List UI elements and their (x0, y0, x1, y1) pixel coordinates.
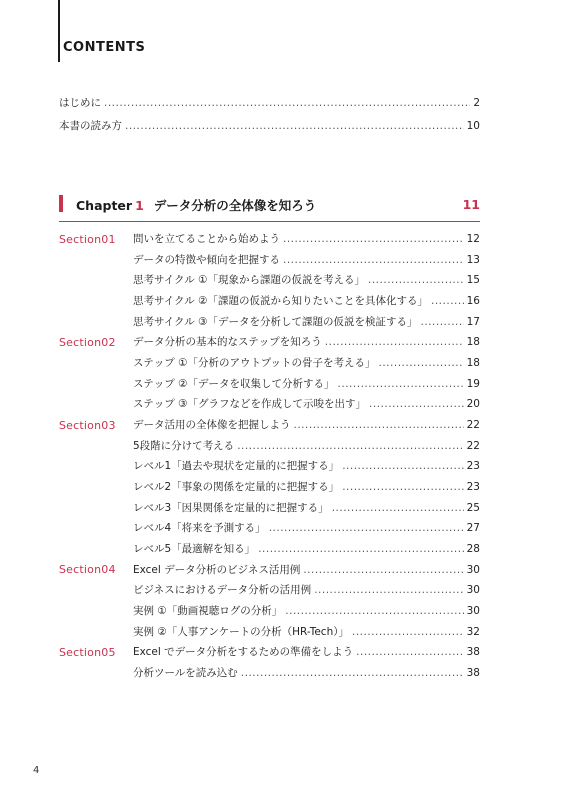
toc-entry-row[interactable] (133, 439, 480, 453)
toc-entry-title: 実例 ①「動画視聴ログの分析」 (133, 605, 283, 618)
toc-entry-row[interactable] (133, 563, 480, 577)
dot-leader (352, 625, 464, 639)
toc-entry-page: 38 (466, 667, 480, 680)
toc-entry-title: レベル3「因果関係を定量的に把握する」 (133, 501, 329, 514)
dot-leader (283, 253, 464, 267)
toc-entry-title: 本書の読み方 (59, 120, 122, 132)
toc-entry-title: Excel データ分析のビジネス活用例 (133, 563, 301, 576)
toc-entry-row[interactable] (133, 645, 480, 659)
dot-leader (104, 96, 470, 110)
dot-leader (356, 645, 463, 659)
toc-entry-page: 30 (466, 605, 480, 618)
toc-entry-page: 38 (466, 646, 480, 659)
toc-entry-row[interactable] (133, 521, 480, 535)
dot-leader (258, 542, 463, 556)
chapter-word: Chapter (76, 198, 133, 213)
toc-entry-title: 分析ツールを読み込む (133, 667, 238, 680)
toc-entry-page: 28 (466, 543, 480, 556)
toc-entry-page: 27 (466, 522, 480, 535)
toc-entry-title: ステップ ①「分析のアウトプットの骨子を考える」 (133, 357, 376, 370)
dot-leader (369, 397, 464, 411)
toc-entry-page: 25 (466, 501, 480, 514)
toc-entry-page: 32 (466, 625, 480, 638)
toc-entry-row[interactable] (133, 356, 480, 370)
toc-entry-page: 10 (466, 120, 480, 132)
toc-entry-row[interactable] (133, 377, 480, 391)
toc-entry-title: 思考サイクル ①「現象から課題の仮説を考える」 (133, 274, 365, 287)
toc-entry-row[interactable] (133, 604, 480, 618)
toc-entry-title: レベル4「将来を予測する」 (133, 522, 266, 535)
toc-entry-title: レベル2「事象の関係を定量的に把握する」 (133, 481, 340, 494)
toc-entry-row[interactable] (133, 315, 480, 329)
toc-entry-row[interactable] (133, 480, 480, 494)
dot-leader (285, 604, 463, 618)
toc-entry-title: 実例 ②「人事アンケートの分析（HR-Tech）」 (133, 625, 349, 638)
dot-leader (332, 501, 464, 515)
toc-entry-row[interactable] (133, 253, 480, 267)
chapter-page: 11 (462, 197, 480, 212)
header-vertical-rule (58, 0, 60, 62)
dot-leader (421, 315, 464, 329)
toc-entry-page: 30 (466, 563, 480, 576)
dot-leader (303, 563, 463, 577)
toc-entry-page: 13 (466, 253, 480, 266)
dot-leader (431, 294, 464, 308)
toc-entry-row[interactable] (133, 666, 480, 680)
dot-leader (269, 521, 464, 535)
dot-leader (342, 480, 463, 494)
toc-entry-page: 23 (466, 481, 480, 494)
chapter-heading[interactable] (76, 196, 316, 214)
toc-entry-page: 20 (466, 398, 480, 411)
toc-entry-row[interactable] (133, 273, 480, 287)
toc-entry-title: 思考サイクル ③「データを分析して課題の仮説を検証する」 (133, 315, 418, 328)
toc-entry-title: データの特徴や傾向を把握する (133, 253, 280, 266)
toc-entry-page: 16 (466, 295, 480, 307)
toc-entry-title: 思考サイクル ②「課題の仮説から知りたいことを具体化する」 (133, 295, 428, 307)
toc-entry-title: データ分析の基本的なステップを知ろう (133, 336, 322, 349)
toc-entry-title: Excel でデータ分析をするための準備をしよう (133, 646, 354, 659)
chapter-number: 1 (135, 198, 144, 213)
contents-heading: CONTENTS (63, 40, 146, 55)
chapter-divider (59, 221, 480, 222)
dot-leader (237, 439, 463, 453)
toc-entry-row[interactable] (133, 335, 480, 349)
toc-entry-page: 2 (473, 97, 480, 109)
toc-entry-page: 30 (466, 584, 480, 597)
dot-leader (283, 232, 464, 246)
toc-entry-title: レベル5「最適解を知る」 (133, 543, 256, 556)
toc-entry-row[interactable] (133, 583, 480, 597)
toc-entry-title: データ活用の全体像を把握しよう (133, 419, 291, 432)
dot-leader (125, 119, 464, 133)
dot-leader (241, 666, 464, 680)
toc-entry-page: 17 (466, 315, 480, 328)
dot-leader (325, 335, 464, 349)
toc-entry-page: 22 (466, 439, 480, 452)
page-number: 4 (33, 765, 40, 776)
toc-entry-title: 問いを立てることから始めよう (133, 233, 280, 245)
toc-entry-page: 18 (466, 357, 480, 370)
dot-leader (368, 273, 464, 287)
section-label[interactable]: Section03 (59, 418, 116, 432)
dot-leader (338, 377, 464, 391)
toc-entry-row[interactable] (133, 501, 480, 515)
toc-entry-title: 5段階に分けて考える (133, 439, 235, 452)
toc-entry-title: はじめに (59, 97, 101, 109)
chapter-title: データ分析の全体像を知ろう (153, 198, 317, 213)
section-label[interactable]: Section05 (59, 645, 116, 659)
dot-leader (314, 583, 463, 597)
dot-leader (294, 418, 464, 432)
toc-entry-page: 23 (466, 460, 480, 473)
dot-leader (379, 356, 464, 370)
toc-entry-row[interactable] (133, 232, 480, 246)
toc-entry-row[interactable] (133, 418, 480, 432)
dot-leader (342, 459, 463, 473)
toc-entry-title: ビジネスにおけるデータ分析の活用例 (133, 584, 312, 597)
toc-entry-page: 22 (466, 419, 480, 432)
toc-entry-page: 19 (466, 377, 480, 390)
toc-intro-row[interactable] (59, 96, 480, 110)
toc-entry-row[interactable] (133, 542, 480, 556)
toc-entry-title: レベル1「過去や現状を定量的に把握する」 (133, 460, 340, 473)
chapter-accent-bar (59, 195, 63, 212)
toc-entry-row[interactable] (133, 459, 480, 473)
toc-entry-title: ステップ ②「データを収集して分析する」 (133, 377, 335, 390)
toc-entry-row[interactable] (133, 294, 480, 308)
section-label[interactable]: Section04 (59, 563, 116, 577)
toc-entry-row[interactable] (133, 397, 480, 411)
toc-intro-row[interactable] (59, 119, 480, 133)
toc-entry-title: ステップ ③「グラフなどを作成して示唆を出す」 (133, 398, 367, 411)
section-label[interactable]: Section01 (59, 232, 116, 246)
toc-entry-page: 18 (466, 336, 480, 349)
section-label[interactable]: Section02 (59, 335, 116, 349)
toc-entry-row[interactable] (133, 625, 480, 639)
toc-entry-page: 15 (466, 274, 480, 287)
toc-entry-page: 12 (466, 233, 480, 245)
